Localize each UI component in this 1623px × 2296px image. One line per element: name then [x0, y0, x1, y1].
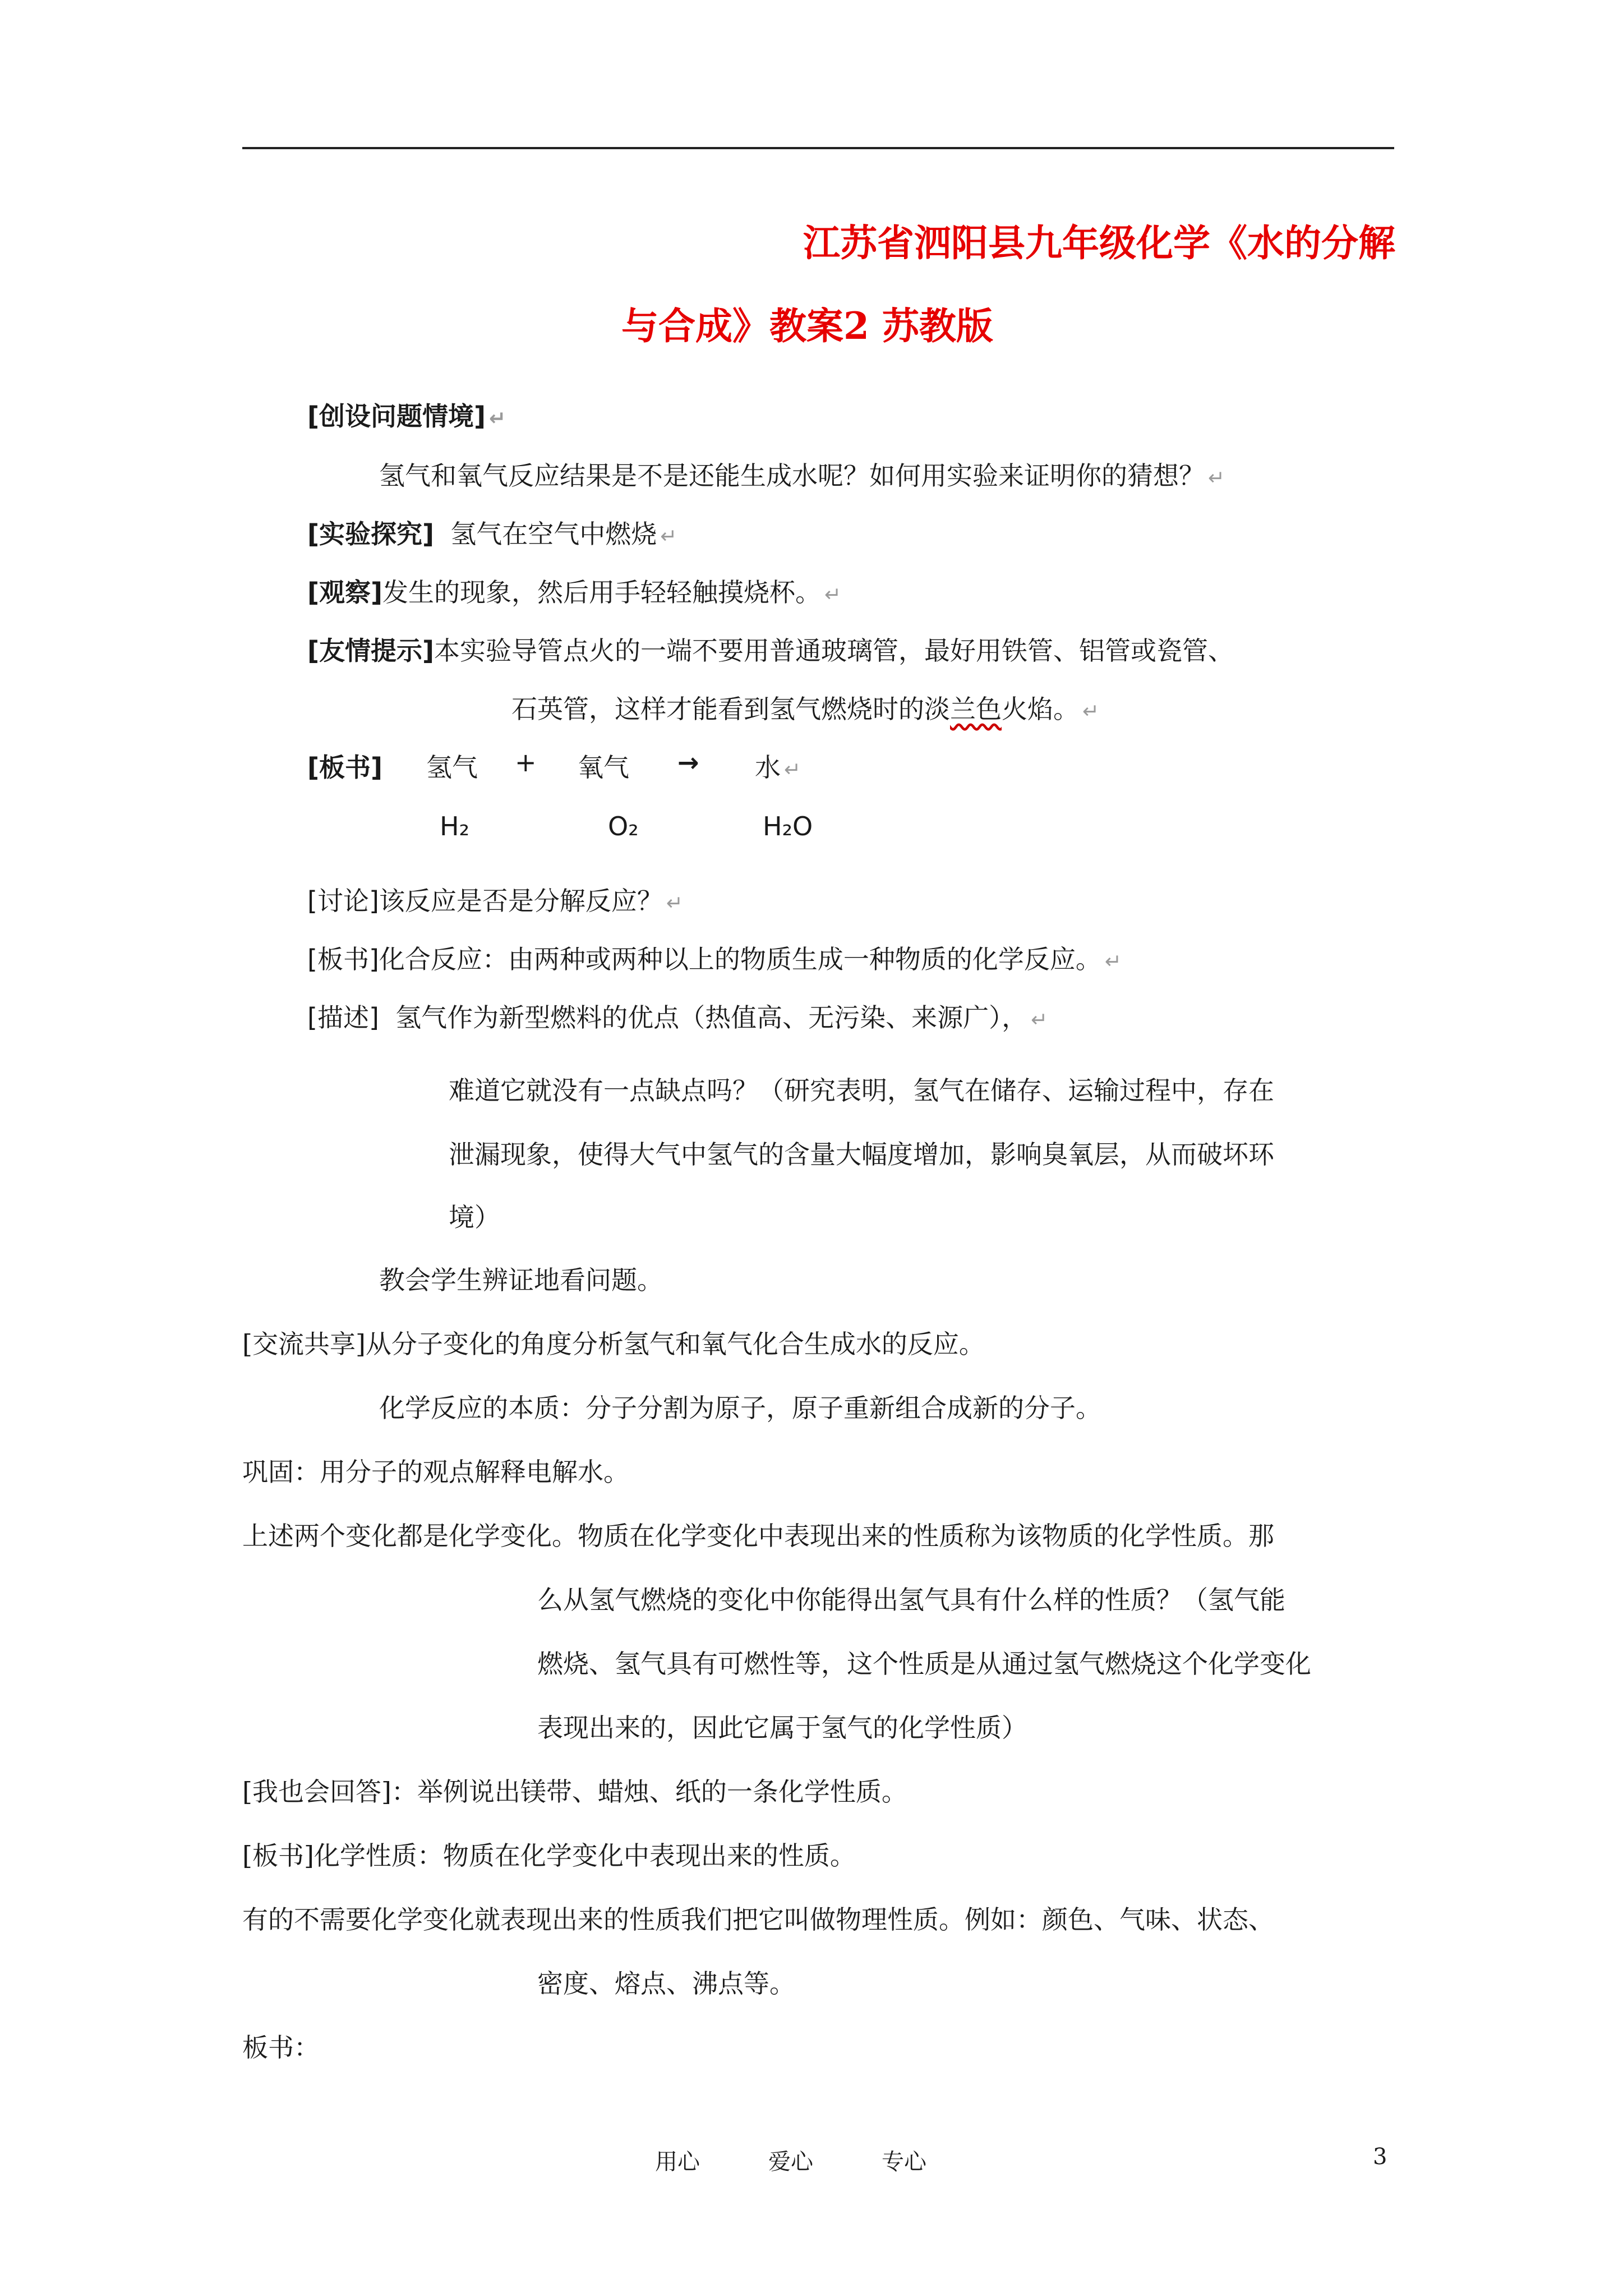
product-water: 水 ↵ [755, 752, 801, 783]
body-line-22: 表现出来的，因此它属于氢气的化学性质） [537, 1713, 1027, 1743]
body-line-25: 有的不需要化学变化就表现出来的性质我们把它叫做物理性质。例如：颜色、气味、状态、 [242, 1904, 1274, 1935]
tip-line-continued: 石英管，这样才能看到氢气燃烧时的淡兰色火焰。 ↵ [511, 694, 1100, 724]
body-line-13: 泄漏现象，使得大气中氢气的含量大幅度增加，影响臭氧层，从而破坏环 [449, 1139, 1274, 1170]
body-line-26: 密度、熔点、沸点等。 [537, 1968, 795, 1999]
tip-line: [友情提示]本实验导管点火的一端不要用普通玻璃管，最好用铁管、铝管或瓷管、 [307, 636, 1234, 666]
footer-motto-3: 专心 [882, 2149, 926, 2175]
doc-title-line1: 江苏省泗阳县九年级化学《水的分解 [803, 221, 1395, 265]
body-line-14: 境） [449, 1202, 500, 1232]
body-line-15: 教会学生辨证地看问题。 [379, 1265, 663, 1295]
body-line-19: 上述两个变化都是化学变化。物质在化学变化中表现出来的性质称为该物质的化学性质。那 [242, 1521, 1274, 1551]
footer-motto-2: 爱心 [768, 2149, 813, 2175]
formula-h2: H₂ [440, 811, 470, 841]
body-line-16: [交流共享]从分子变化的角度分析氢气和氧气化合生成水的反应。 [242, 1329, 985, 1359]
board-label: [板书] [307, 752, 383, 783]
observe-line: [观察]发生的现象，然后用手轻轻触摸烧杯。 ↵ [307, 577, 842, 608]
experiment-line: [实验探究] 氢气在空气中燃烧 ↵ [307, 519, 677, 549]
footer-motto-1: 用心 [655, 2149, 700, 2175]
question-line: 氢气和氧气反应结果是不是还能生成水呢？如何用实验来证明你的猜想？ ↵ [379, 461, 1225, 491]
description-line: [描述] 氢气作为新型燃料的优点（热值高、无污染、来源广）， ↵ [307, 1002, 1048, 1033]
reactant-oxygen: 氧气 [578, 752, 629, 783]
body-line-24: [板书]化学性质：物质在化学变化中表现出来的性质。 [242, 1841, 856, 1871]
body-line-18: 巩固：用分子的观点解释电解水。 [242, 1457, 629, 1487]
body-line-17: 化学反应的本质：分子分割为原子，原子重新组合成新的分子。 [379, 1393, 1101, 1423]
section-heading: [创设问题情境] ↵ [307, 401, 506, 431]
reaction-arrow: → [677, 747, 699, 777]
body-line-23: [我也会回答]：举例说出镁带、蜡烛、纸的一条化学性质。 [242, 1777, 907, 1807]
definition-line: [板书]化合反应：由两种或两种以上的物质生成一种物质的化学反应。 ↵ [307, 944, 1122, 974]
page-number: 3 [1373, 2144, 1387, 2170]
discussion-line: [讨论]该反应是否是分解反应？ ↵ [307, 886, 684, 916]
reactant-hydrogen: 氢气 [426, 752, 478, 783]
doc-title-line2: 与合成》教案2 苏教版 [621, 304, 993, 348]
body-line-21: 燃烧、氢气具有可燃性等，这个性质是从通过氢气燃烧这个化学变化 [537, 1649, 1311, 1679]
formula-h2o: H₂O [763, 811, 813, 841]
header-rule [242, 147, 1394, 149]
formula-o2: O₂ [608, 811, 639, 841]
body-line-20: 么从氢气燃烧的变化中你能得出氢气具有什么样的性质？（氢气能 [537, 1585, 1285, 1615]
body-line-12: 难道它就没有一点缺点吗？（研究表明，氢气在储存、运输过程中，存在 [449, 1075, 1274, 1106]
plus-sign: + [515, 747, 537, 777]
body-line-27: 板书： [242, 2032, 320, 2063]
